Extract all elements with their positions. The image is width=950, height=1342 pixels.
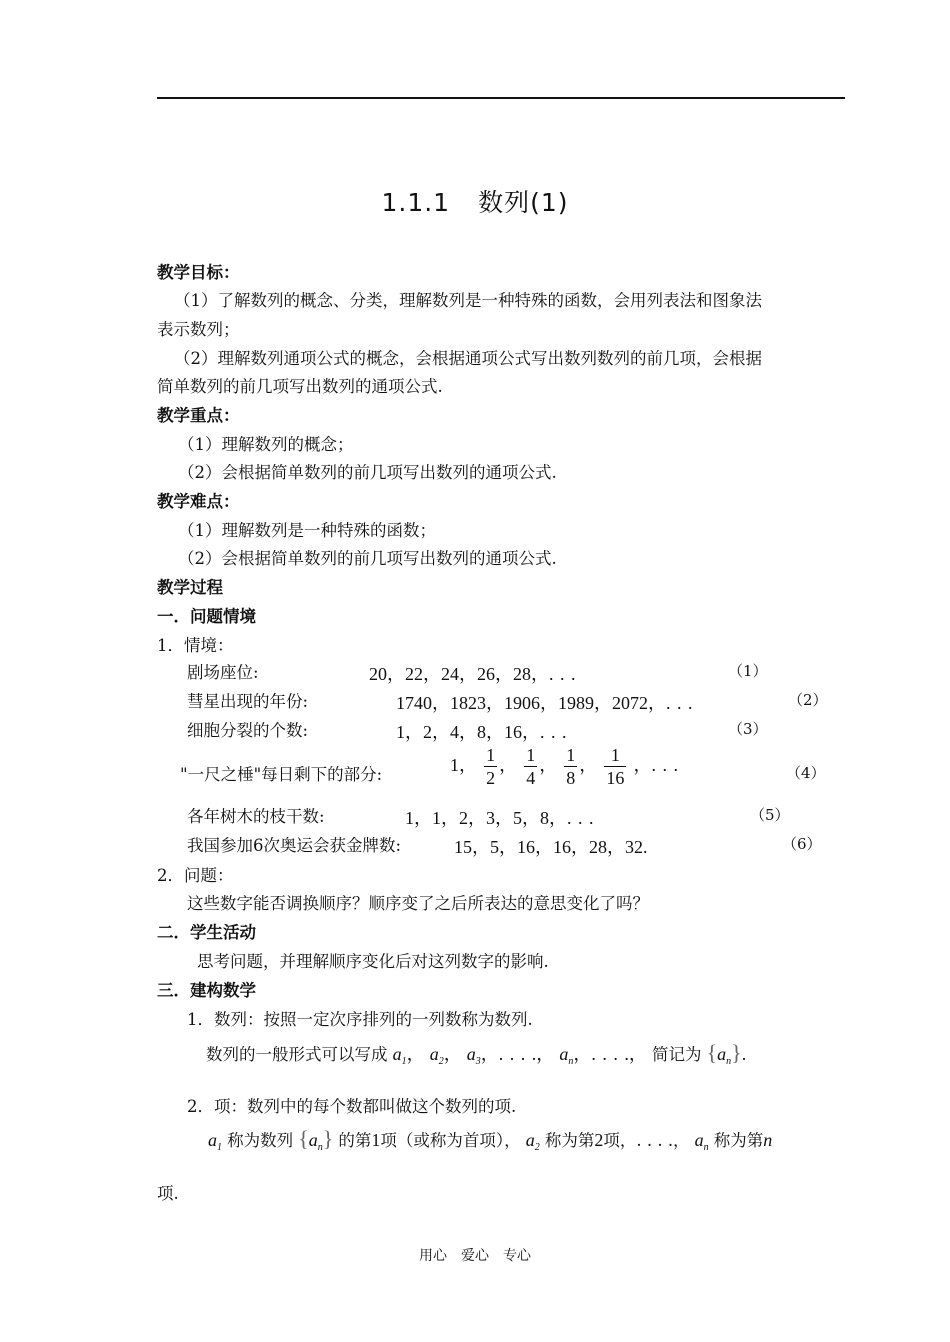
goal-1-line-2: 表示数列； xyxy=(157,320,240,339)
section-3-heading: 三．建构数学 xyxy=(157,981,256,1000)
general-form-line: 数列的一般形式可以写成 $a_1$， $a_2$， $a_3$，. . . .， $a_n$，. . . .， 简记为 $\{a_n\}$. xyxy=(206,1040,747,1067)
key-heading: 教学重点： xyxy=(157,406,240,425)
question-text: 这些数字能否调换顺序？顺序变了之后所表达的意思变化了吗？ xyxy=(187,894,649,913)
example-1-mark: （1） xyxy=(728,662,768,680)
example-6-mark: （6） xyxy=(782,835,822,853)
key-point-2: （2）会根据简单数列的前几项写出数列的通项公式. xyxy=(178,463,557,482)
example-3-label: 细胞分裂的个数: xyxy=(187,721,309,740)
page-title: 1.1.1 数列(1) xyxy=(381,188,569,217)
example-4-mark: （4） xyxy=(786,764,826,782)
goal-1-line-1: （1）了解数列的概念、分类，理解数列是一种特殊的函数，会用列表法和图象法 xyxy=(174,291,762,310)
term-explanation-end: 项. xyxy=(157,1184,179,1203)
goal-2-line-2: 简单数列的前几项写出数列的通项公式. xyxy=(157,377,443,396)
example-2-mark: （2） xyxy=(788,691,828,709)
example-5-label: 各年树木的枝干数: xyxy=(187,807,325,826)
example-5-mark: （5） xyxy=(750,806,790,824)
fraction-half: $\frac{1}{2}$ xyxy=(486,745,496,788)
example-4-values: 1， $\frac{1}{2}$ ， $\frac{1}{4}$ ， $\frac{1}{8}$ ， $\frac{1}{16}$ ，. . . xyxy=(450,745,678,788)
example-6-values: 15，5，16，16，28，32. xyxy=(454,837,648,857)
term-definition: 2．项：数列中的每个数都叫做这个数列的项. xyxy=(187,1097,517,1116)
difficulty-1: （1）理解数列是一种特殊的函数； xyxy=(178,521,436,540)
brace-left: { xyxy=(706,1040,718,1065)
difficulty-heading: 教学难点： xyxy=(157,492,240,511)
fraction-eighth: $\frac{1}{8}$ xyxy=(566,745,576,788)
example-1-label: 剧场座位: xyxy=(187,663,259,682)
example-2-label: 彗星出现的年份: xyxy=(187,692,309,711)
term-explanation-line: $a_1$ 称为数列 $\{a_n\}$ 的第1项（或称为首项）， $a_2$ 称为第2项，. . . .， $a_n$ 称为第n xyxy=(208,1126,773,1153)
situation-label: 1．情境： xyxy=(157,636,234,655)
goal-2-line-1: （2）理解数列通项公式的概念，会根据通项公式写出数列数列的前几项，会根据 xyxy=(174,349,762,368)
fraction-sixteenth: $\frac{1}{16}$ xyxy=(606,745,625,788)
an-symbol: $a_n$ xyxy=(717,1044,732,1067)
question-label: 2．问题： xyxy=(157,866,234,885)
header-rule xyxy=(157,97,845,99)
example-4-label: "一尺之棰"每日剩下的部分: xyxy=(180,765,383,784)
key-point-1: （1）理解数列的概念； xyxy=(178,435,354,454)
example-6-label: 我国参加6次奥运会获金牌数: xyxy=(187,836,402,855)
sequence-definition: 1．数列：按照一定次序排列的一列数称为数列. xyxy=(187,1010,533,1029)
fraction-quarter: $\frac{1}{4}$ xyxy=(526,745,536,788)
example-2-values: 1740，1823，1906，1989，2072，. . . xyxy=(396,693,693,713)
goals-heading: 教学目标： xyxy=(157,263,240,282)
example-3-mark: （3） xyxy=(728,720,768,738)
section-1-heading: 一．问题情境 xyxy=(157,607,256,626)
example-5-values: 1，1，2，3，5，8，. . . xyxy=(405,808,594,828)
process-heading: 教学过程 xyxy=(157,578,223,597)
section-2-heading: 二．学生活动 xyxy=(157,923,256,942)
difficulty-2: （2）会根据简单数列的前几项写出数列的通项公式. xyxy=(178,549,557,568)
section-2-text: 思考问题，并理解顺序变化后对这列数字的影响. xyxy=(197,952,549,971)
page-footer: 用心 爱心 专心 xyxy=(419,1248,531,1264)
example-3-values: 1，2，4，8，16，. . . xyxy=(396,722,567,742)
example-1-values: 20，22，24，26，28，. . . xyxy=(369,664,576,684)
brace-right: } xyxy=(731,1040,742,1065)
